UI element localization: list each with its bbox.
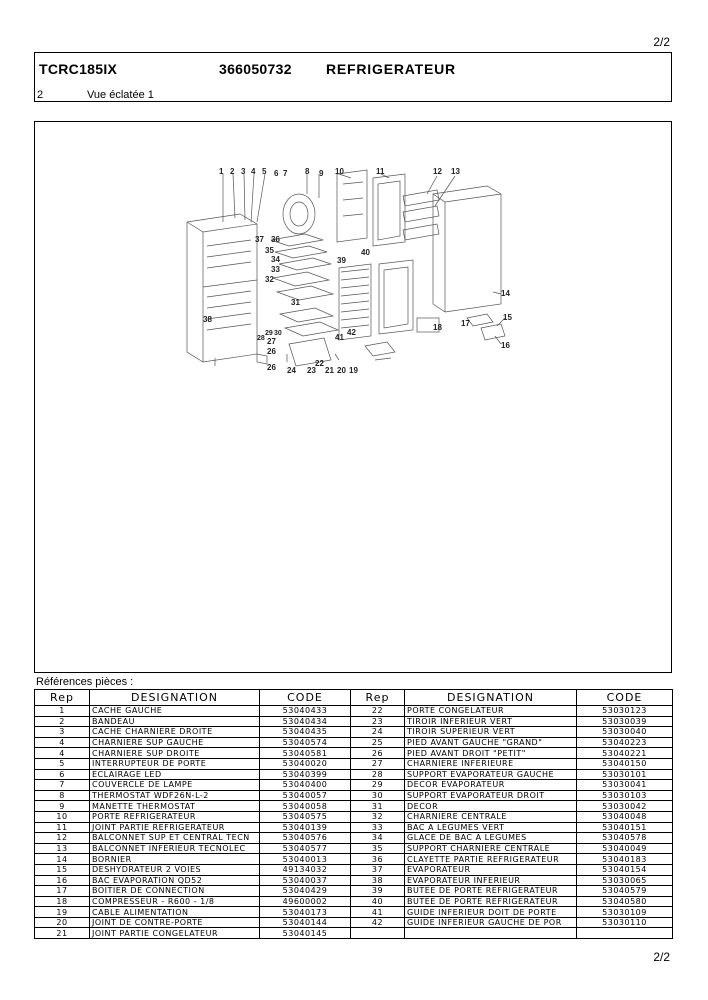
rep-cell: 4 — [35, 748, 90, 759]
rep-cell: 1 — [35, 706, 90, 717]
document-header — [34, 52, 672, 102]
code-cell: 53040579 — [577, 886, 673, 897]
callout-8: 8 — [305, 167, 310, 176]
callout-40: 40 — [361, 248, 370, 257]
code-cell: 53040145 — [260, 928, 351, 939]
designation-cell: COUVERCLE DE LAMPE — [90, 780, 260, 791]
designation-cell: TIROIR SUPERIEUR VERT — [405, 727, 577, 738]
callout-38: 38 — [203, 315, 212, 324]
table-row — [35, 907, 673, 918]
code-cell: 53040575 — [260, 811, 351, 822]
code-cell: 53040400 — [260, 780, 351, 791]
designation-cell — [405, 928, 577, 939]
table-row — [35, 790, 673, 801]
designation-cell: BORNIER — [90, 854, 260, 865]
rep-cell: 36 — [351, 854, 405, 865]
code-cell: 53030110 — [577, 917, 673, 928]
references-label: Références pièces : — [36, 676, 134, 688]
table-row — [35, 822, 673, 833]
table-row — [35, 896, 673, 907]
table-row — [35, 864, 673, 875]
code-cell: 53040399 — [260, 769, 351, 780]
designation-cell: DECOR EVAPORATEUR — [405, 780, 577, 791]
code-cell: 53030039 — [577, 716, 673, 727]
callout-41: 41 — [335, 333, 344, 342]
rep-cell: 25 — [351, 737, 405, 748]
column-header-code: CODE — [577, 690, 673, 706]
parts-table — [34, 689, 673, 939]
rep-cell: 11 — [35, 822, 90, 833]
code-cell: 53040058 — [260, 801, 351, 812]
callout-1: 1 — [219, 167, 224, 176]
code-cell: 53040048 — [577, 811, 673, 822]
rep-cell: 28 — [351, 769, 405, 780]
rep-cell: 15 — [35, 864, 90, 875]
designation-cell: EVAPORATEUR — [405, 864, 577, 875]
table-row — [35, 727, 673, 738]
designation-cell: BALCONNET SUP ET CENTRAL TECN — [90, 833, 260, 844]
column-header-rep: Rep — [35, 690, 90, 706]
code-cell: 53040429 — [260, 886, 351, 897]
code-cell: 49600002 — [260, 896, 351, 907]
column-header-code: CODE — [260, 690, 351, 706]
table-row — [35, 758, 673, 769]
designation-cell: MANETTE THERMOSTAT — [90, 801, 260, 812]
callout-20: 20 — [337, 366, 346, 375]
designation-cell: DECOR — [405, 801, 577, 812]
rep-cell: 14 — [35, 854, 90, 865]
designation-cell: BANDEAU — [90, 716, 260, 727]
page-number-bottom: 2/2 — [653, 950, 670, 964]
callout-2: 2 — [230, 167, 235, 176]
callout-5: 5 — [262, 167, 267, 176]
code-cell: 53040434 — [260, 716, 351, 727]
designation-cell: CACHE CHARNIERE DROITE — [90, 727, 260, 738]
callout-37: 37 — [255, 235, 264, 244]
rep-cell: 13 — [35, 843, 90, 854]
table-row — [35, 769, 673, 780]
callout-30: 30 — [274, 330, 282, 337]
code-cell: 53030109 — [577, 907, 673, 918]
rep-cell: 20 — [35, 917, 90, 928]
callout-34: 34 — [271, 255, 280, 264]
rep-cell: 32 — [351, 811, 405, 822]
callout-28: 28 — [257, 335, 265, 342]
code-cell: 53040433 — [260, 706, 351, 717]
table-row — [35, 737, 673, 748]
code-cell: 53030042 — [577, 801, 673, 812]
code-cell: 53030101 — [577, 769, 673, 780]
designation-cell: COMPRESSEUR - R600 - 1/8 — [90, 896, 260, 907]
code-cell: 53040057 — [260, 790, 351, 801]
designation-cell: CLAYETTE PARTIE REFRIGERATEUR — [405, 854, 577, 865]
table-row — [35, 706, 673, 717]
callout-16: 16 — [501, 341, 510, 350]
table-row — [35, 875, 673, 886]
part-number: 366050732 — [219, 61, 292, 77]
code-cell: 53040151 — [577, 822, 673, 833]
callout-24: 24 — [287, 366, 296, 375]
rep-cell: 16 — [35, 875, 90, 886]
designation-cell: ECLAIRAGE LED — [90, 769, 260, 780]
rep-cell: 40 — [351, 896, 405, 907]
callout-21: 21 — [325, 366, 334, 375]
callout-3: 3 — [241, 167, 246, 176]
rep-cell: 18 — [35, 896, 90, 907]
designation-cell: JOINT PARTIE REFRIGERATEUR — [90, 822, 260, 833]
callout-26-lower: 26 — [267, 363, 276, 372]
designation-cell: SUPPORT EVAPORATEUR DROIT — [405, 790, 577, 801]
callout-32: 32 — [265, 275, 274, 284]
designation-cell: GUIDE INFERIEUR DOIT DE PORTE — [405, 907, 577, 918]
callout-4: 4 — [251, 167, 256, 176]
code-cell: 53040435 — [260, 727, 351, 738]
callout-15: 15 — [503, 313, 512, 322]
product-name: REFRIGERATEUR — [326, 61, 456, 77]
code-cell: 53040183 — [577, 854, 673, 865]
callout-10: 10 — [335, 167, 344, 176]
code-cell — [577, 928, 673, 939]
column-header-designation: DESIGNATION — [90, 690, 260, 706]
callout-42: 42 — [347, 328, 356, 337]
table-row — [35, 917, 673, 928]
rep-cell: 26 — [351, 748, 405, 759]
code-cell: 53040144 — [260, 917, 351, 928]
callout-31: 31 — [291, 298, 300, 307]
callout-29: 29 — [265, 330, 273, 337]
designation-cell: BOITIER DE CONNECTION — [90, 886, 260, 897]
view-title: Vue éclatée 1 — [87, 89, 154, 101]
designation-cell: CHARNIERE CENTRALE — [405, 811, 577, 822]
rep-cell: 4 — [35, 737, 90, 748]
code-cell: 53040154 — [577, 864, 673, 875]
rep-cell: 17 — [35, 886, 90, 897]
model-name: TCRC185IX — [39, 61, 118, 77]
table-row — [35, 748, 673, 759]
rep-cell: 37 — [351, 864, 405, 875]
code-cell: 53030123 — [577, 706, 673, 717]
code-cell: 53040578 — [577, 833, 673, 844]
rep-cell — [351, 928, 405, 939]
rep-cell: 10 — [35, 811, 90, 822]
designation-cell: PORTE REFRIGERATEUR — [90, 811, 260, 822]
designation-cell: GUIDE INFERIEUR GAUCHE DE POR — [405, 917, 577, 928]
callout-9: 9 — [319, 169, 324, 178]
rep-cell: 42 — [351, 917, 405, 928]
callout-12: 12 — [433, 167, 442, 176]
rep-cell: 38 — [351, 875, 405, 886]
code-cell: 53040013 — [260, 854, 351, 865]
callout-35: 35 — [265, 246, 274, 255]
callout-22: 22 — [315, 359, 324, 368]
code-cell: 53040574 — [260, 737, 351, 748]
table-row — [35, 780, 673, 791]
code-cell: 53040037 — [260, 875, 351, 886]
rep-cell: 8 — [35, 790, 90, 801]
designation-cell: BUTEE DE PORTE REFRIGERATEUR — [405, 896, 577, 907]
rep-cell: 33 — [351, 822, 405, 833]
designation-cell: JOINT PARTIE CONGELATEUR — [90, 928, 260, 939]
rep-cell: 21 — [35, 928, 90, 939]
rep-cell: 23 — [351, 716, 405, 727]
view-number: 2 — [37, 89, 44, 101]
designation-cell: THERMOSTAT WDF26N-L-2 — [90, 790, 260, 801]
callout-14: 14 — [501, 289, 510, 298]
code-cell: 53040221 — [577, 748, 673, 759]
parts-table-body — [35, 706, 673, 939]
callout-13: 13 — [451, 167, 460, 176]
rep-cell: 34 — [351, 833, 405, 844]
callout-39: 39 — [337, 256, 346, 265]
table-row — [35, 843, 673, 854]
code-cell: 53030041 — [577, 780, 673, 791]
rep-cell: 12 — [35, 833, 90, 844]
rep-cell: 6 — [35, 769, 90, 780]
rep-cell: 5 — [35, 758, 90, 769]
code-cell: 53030040 — [577, 727, 673, 738]
designation-cell: CACHE GAUCHE — [90, 706, 260, 717]
table-row — [35, 928, 673, 939]
rep-cell: 7 — [35, 780, 90, 791]
callout-17: 17 — [461, 319, 470, 328]
code-cell: 53030103 — [577, 790, 673, 801]
rep-cell: 24 — [351, 727, 405, 738]
callout-23: 23 — [307, 366, 316, 375]
rep-cell: 31 — [351, 801, 405, 812]
rep-cell: 3 — [35, 727, 90, 738]
callout-36: 36 — [271, 235, 280, 244]
parts-reference-section — [34, 673, 672, 938]
designation-cell: GLACE DE BAC A LEGUMES — [405, 833, 577, 844]
designation-cell: SUPPORT EVAPORATEUR GAUCHE — [405, 769, 577, 780]
rep-cell: 29 — [351, 780, 405, 791]
designation-cell: EVAPORATEUR INFERIEUR — [405, 875, 577, 886]
designation-cell: BUTEE DE PORTE REFRIGERATEUR — [405, 886, 577, 897]
code-cell: 53040576 — [260, 833, 351, 844]
callout-33: 33 — [271, 265, 280, 274]
rep-cell: 9 — [35, 801, 90, 812]
callout-19: 19 — [349, 366, 358, 375]
rep-cell: 27 — [351, 758, 405, 769]
designation-cell: BAC A LEGUMES VERT — [405, 822, 577, 833]
code-cell: 53030065 — [577, 875, 673, 886]
rep-cell: 35 — [351, 843, 405, 854]
callout-6: 6 — [274, 169, 279, 178]
designation-cell: JOINT DE CONTRE-PORTE — [90, 917, 260, 928]
designation-cell: BALCONNET INFERIEUR TECNOLEC — [90, 843, 260, 854]
table-row — [35, 833, 673, 844]
exploded-view-frame — [34, 121, 672, 673]
designation-cell: CHARNIERE SUP GAUCHE — [90, 737, 260, 748]
exploded-view-diagram — [35, 122, 671, 672]
callout-18: 18 — [433, 323, 442, 332]
rep-cell: 19 — [35, 907, 90, 918]
table-header-row — [35, 690, 673, 706]
designation-cell: PIED AVANT DROIT "PETIT" — [405, 748, 577, 759]
table-row — [35, 811, 673, 822]
designation-cell: TIROIR INFERIEUR VERT — [405, 716, 577, 727]
code-cell: 53040580 — [577, 896, 673, 907]
table-row — [35, 854, 673, 865]
rep-cell: 22 — [351, 706, 405, 717]
designation-cell: CHARNIERE SUP DROITE — [90, 748, 260, 759]
table-row — [35, 886, 673, 897]
code-cell: 53040020 — [260, 758, 351, 769]
designation-cell: PIED AVANT GAUCHE "GRAND" — [405, 737, 577, 748]
designation-cell: CHARNIERE INFERIEURE — [405, 758, 577, 769]
designation-cell: BAC EVAPORATION QD52 — [90, 875, 260, 886]
column-header-designation: DESIGNATION — [405, 690, 577, 706]
callout-27: 27 — [267, 337, 276, 346]
code-cell: 53040139 — [260, 822, 351, 833]
column-header-rep: Rep — [351, 690, 405, 706]
callout-26-upper: 26 — [267, 347, 276, 356]
designation-cell: PORTE CONGELATEUR — [405, 706, 577, 717]
designation-cell: INTERRUPTEUR DE PORTE — [90, 758, 260, 769]
code-cell: 53040173 — [260, 907, 351, 918]
designation-cell: CABLE ALIMENTATION — [90, 907, 260, 918]
code-cell: 53040581 — [260, 748, 351, 759]
code-cell: 53040577 — [260, 843, 351, 854]
rep-cell: 39 — [351, 886, 405, 897]
table-row — [35, 801, 673, 812]
callout-11: 11 — [376, 167, 385, 176]
table-row — [35, 716, 673, 727]
code-cell: 53040049 — [577, 843, 673, 854]
page-number-top: 2/2 — [653, 35, 670, 49]
callout-7: 7 — [283, 169, 288, 178]
code-cell: 53040150 — [577, 758, 673, 769]
code-cell: 53040223 — [577, 737, 673, 748]
rep-cell: 30 — [351, 790, 405, 801]
designation-cell: SUPPORT CHARNIERE CENTRALE — [405, 843, 577, 854]
rep-cell: 41 — [351, 907, 405, 918]
rep-cell: 2 — [35, 716, 90, 727]
designation-cell: DESHYDRATEUR 2 VOIES — [90, 864, 260, 875]
code-cell: 49134032 — [260, 864, 351, 875]
